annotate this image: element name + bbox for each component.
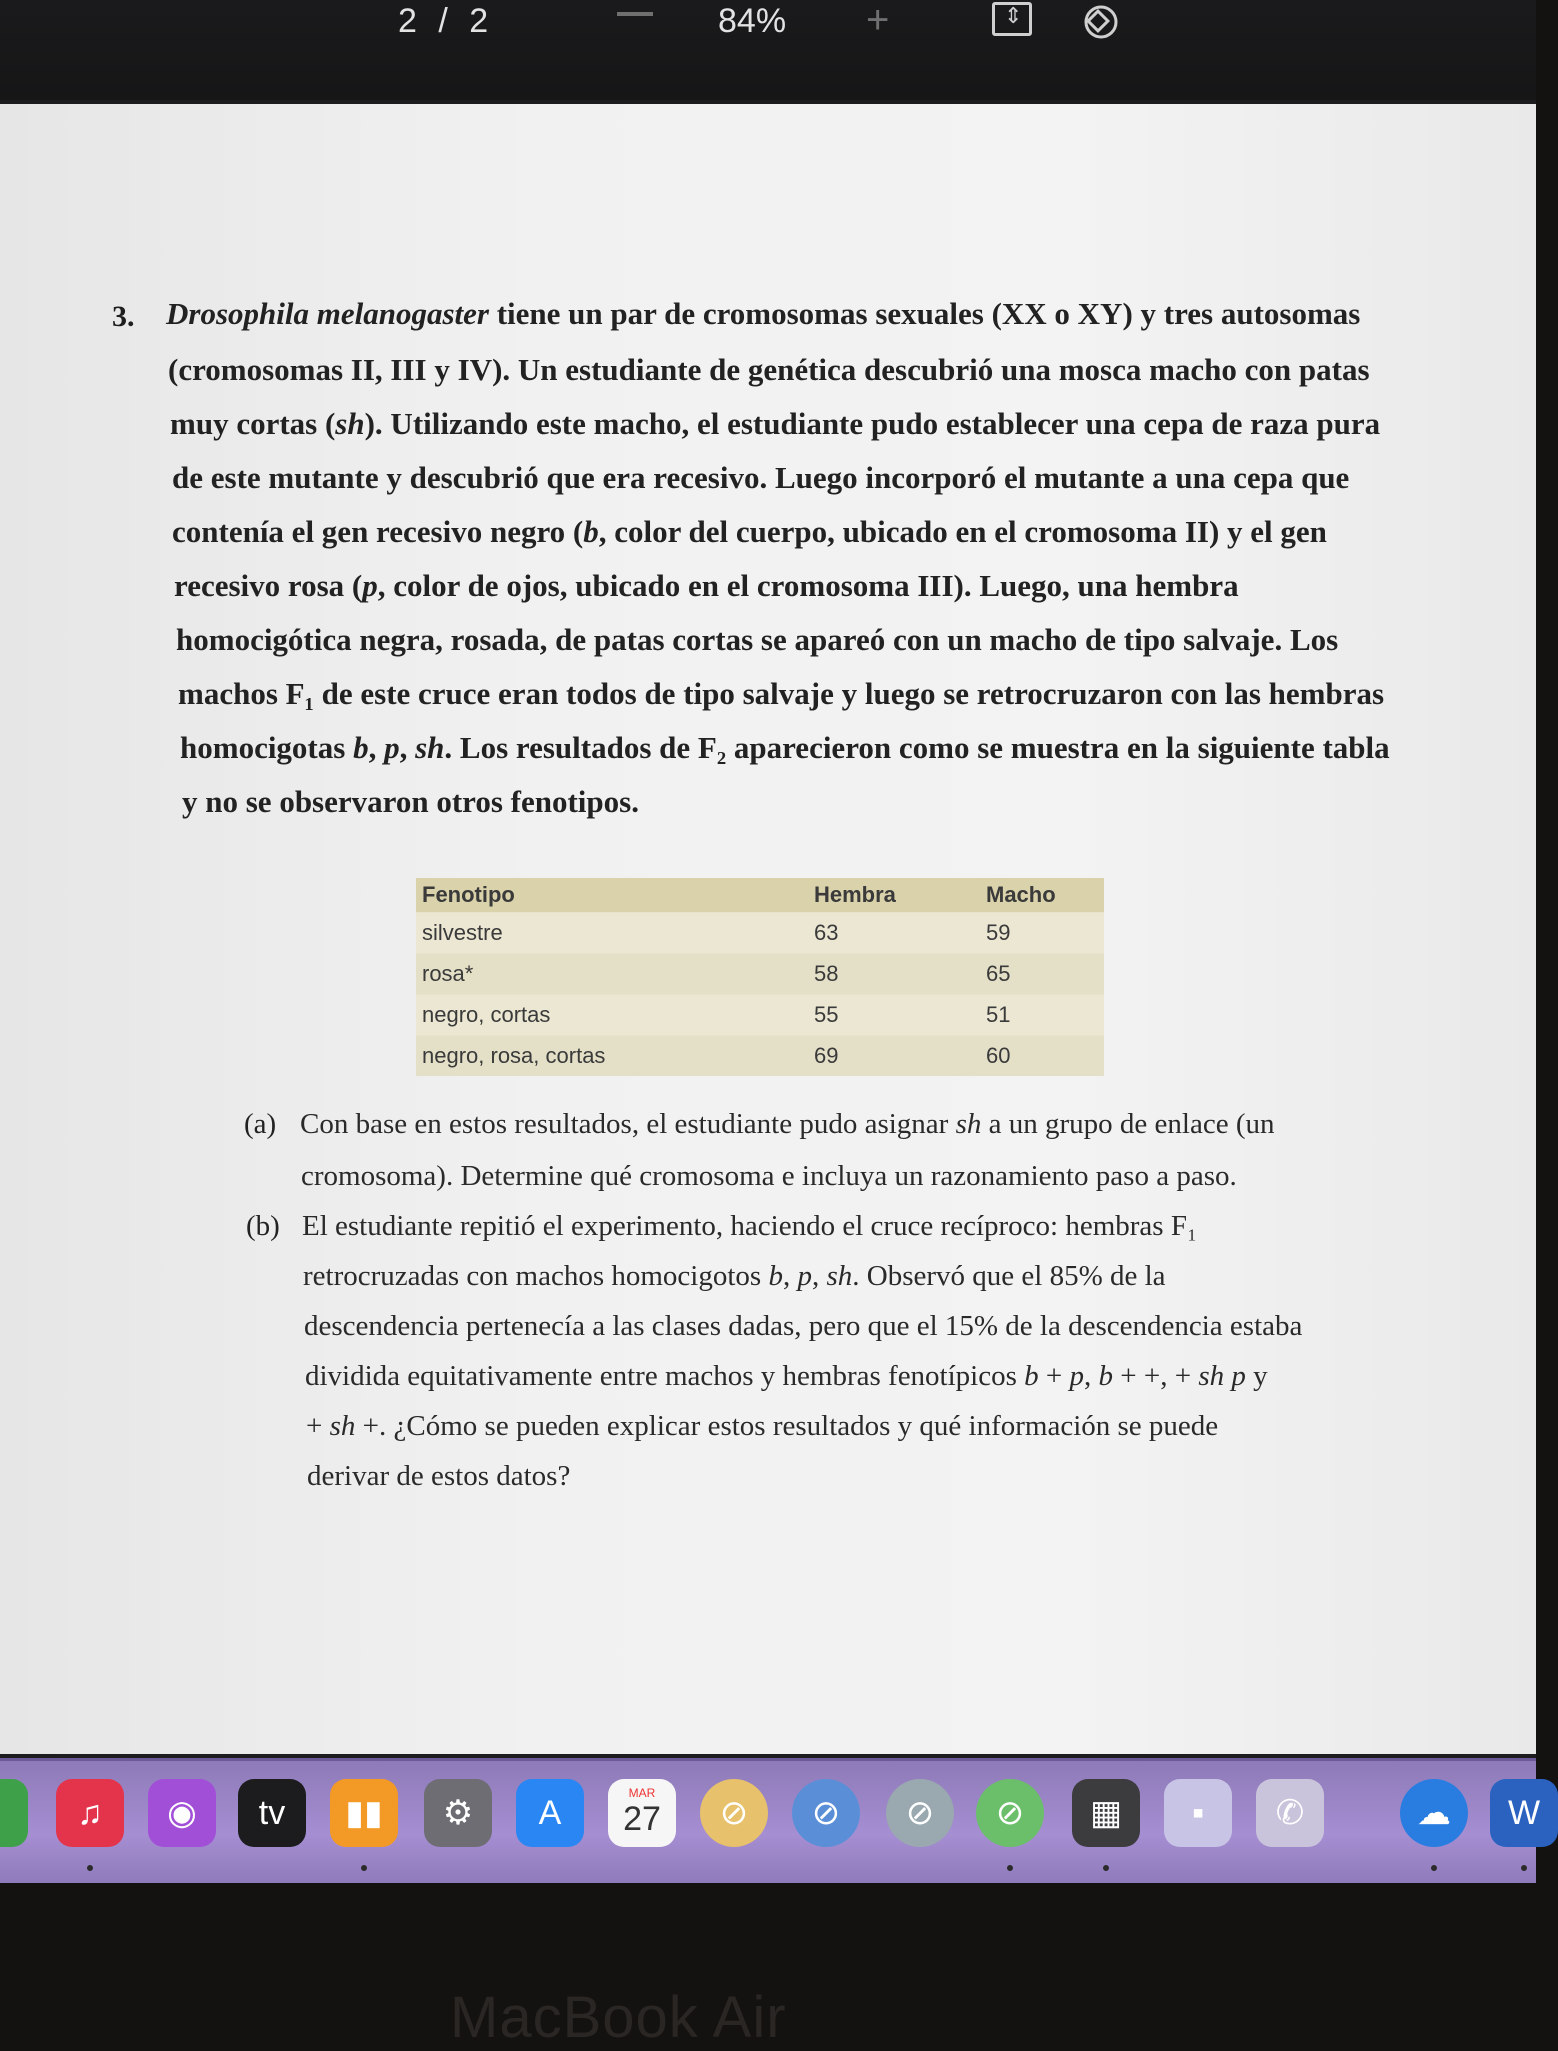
question-line bbox=[172, 460, 1349, 496]
sub-question-line bbox=[307, 1460, 570, 1493]
text-segment: descendencia pertenecía a las clases dadas, pero que el 15% de la descendencia estaba bbox=[304, 1310, 1303, 1342]
italic-term: sh p bbox=[1198, 1360, 1246, 1392]
italic-term: Drosophila melanogaster bbox=[166, 296, 489, 331]
text-segment: de este mutante y descubrió que era recesivo. Luego incorporó el mutante a una cepa que bbox=[172, 460, 1350, 495]
italic-term: sh bbox=[826, 1260, 853, 1292]
text-segment: . Observó que el 85% de la bbox=[852, 1260, 1166, 1292]
question-line bbox=[172, 514, 1327, 550]
laptop-bezel-label: MacBook Air bbox=[450, 1985, 787, 2050]
italic-term: sh bbox=[329, 1410, 356, 1442]
zoom-in-button[interactable]: + bbox=[866, 0, 890, 42]
books-icon[interactable] bbox=[330, 1779, 398, 1847]
text-segment: muy cortas ( bbox=[170, 406, 336, 441]
italic-term: b bbox=[1098, 1360, 1113, 1392]
dock-icon-glyph: ▦ bbox=[1089, 1794, 1123, 1832]
italic-term: p bbox=[1069, 1360, 1084, 1392]
text-segment: , color del cuerpo, ubicado en el cromosoma II) y el gen bbox=[598, 514, 1327, 549]
question-line bbox=[178, 676, 1384, 712]
app-store-icon[interactable] bbox=[516, 1779, 584, 1847]
results-table bbox=[416, 878, 1104, 1076]
text-segment: y no se observaron otros fenotipos. bbox=[182, 784, 639, 819]
blocked-app-icon-1[interactable] bbox=[700, 1779, 768, 1847]
page-indicator: 2 / 2 bbox=[398, 2, 495, 40]
table-header: Macho bbox=[980, 878, 1104, 913]
dock-icon-glyph: A bbox=[538, 1794, 562, 1832]
dock-icon-glyph: ♫ bbox=[77, 1794, 103, 1832]
dock-icon-glyph: tv bbox=[258, 1794, 286, 1832]
table-cell: silvestre bbox=[416, 913, 808, 954]
table-cell: 63 bbox=[808, 913, 980, 954]
italic-term: p bbox=[362, 568, 378, 603]
text-segment: homocigotas bbox=[180, 730, 354, 765]
text-segment: ). Utilizando este macho, el estudiante pudo establecer una cepa de raza pura bbox=[364, 406, 1381, 441]
text-segment: , bbox=[782, 1260, 798, 1292]
music-icon[interactable] bbox=[56, 1779, 124, 1847]
whatsapp-icon[interactable] bbox=[1256, 1779, 1324, 1847]
part-a-label: (a) bbox=[244, 1108, 277, 1140]
table-cell: 59 bbox=[980, 913, 1104, 954]
question-line bbox=[180, 730, 1390, 766]
italic-term: b bbox=[768, 1260, 783, 1292]
table-cell: 58 bbox=[808, 954, 980, 995]
text-segment: a un grupo de enlace (un bbox=[981, 1108, 1275, 1140]
text-segment: , bbox=[1084, 1360, 1099, 1392]
cloud-app-icon[interactable] bbox=[1400, 1779, 1468, 1847]
calendar-icon[interactable] bbox=[608, 1779, 676, 1847]
sub-question-line bbox=[306, 1410, 1218, 1443]
calculator-icon[interactable] bbox=[1072, 1779, 1140, 1847]
dock-icon-glyph: ☁ bbox=[1417, 1794, 1451, 1832]
italic-term: sh bbox=[415, 730, 445, 765]
dock-icon-glyph: ✆ bbox=[1275, 1794, 1305, 1832]
question-line bbox=[174, 568, 1239, 604]
sub-question-line bbox=[304, 1310, 1302, 1343]
running-indicator bbox=[1521, 1865, 1527, 1871]
dock-icon-glyph: ⊘ bbox=[905, 1794, 935, 1832]
question-number: 3. bbox=[112, 300, 135, 333]
pdf-page bbox=[0, 104, 1536, 1754]
table-row bbox=[416, 954, 1104, 995]
question-line bbox=[170, 406, 1380, 442]
table-row bbox=[416, 913, 1104, 954]
table-row bbox=[416, 995, 1104, 1036]
preview-icon[interactable] bbox=[1164, 1779, 1232, 1847]
text-segment: tiene un par de cromosomas sexuales (XX o XY) y tres autosomas bbox=[488, 296, 1361, 331]
sub-question-line bbox=[301, 1160, 1237, 1193]
blocked-app-icon-4[interactable] bbox=[976, 1779, 1044, 1847]
dock-icon-glyph: W bbox=[1507, 1794, 1541, 1832]
italic-term: sh bbox=[335, 406, 365, 441]
italic-term: p bbox=[797, 1260, 812, 1292]
table-cell: 55 bbox=[808, 995, 980, 1036]
text-segment: El estudiante repitió el experimento, haciendo el cruce recíproco: hembras F₁ bbox=[302, 1210, 1198, 1242]
table-cell: negro, cortas bbox=[416, 995, 808, 1036]
table-row bbox=[416, 1036, 1104, 1077]
calendar-month: MAR bbox=[628, 1786, 656, 1800]
text-segment: + bbox=[1038, 1360, 1070, 1392]
text-segment: (cromosomas II, III y IV). Un estudiante de genética descubrió una mosca macho con patas bbox=[168, 352, 1370, 387]
fit-page-icon[interactable] bbox=[992, 2, 1032, 36]
dock-icon-glyph: ⊘ bbox=[995, 1794, 1025, 1832]
italic-term: b bbox=[1024, 1360, 1039, 1392]
text-segment: machos F₁ de este cruce eran todos de tipo salvaje y luego se retrocruzaron con las hembras bbox=[178, 676, 1385, 711]
text-segment: , bbox=[368, 730, 385, 765]
text-segment: Con base en estos resultados, el estudiante pudo asignar bbox=[300, 1108, 956, 1140]
text-segment: , bbox=[811, 1260, 827, 1292]
dock-icon-glyph: ▪ bbox=[1191, 1794, 1205, 1832]
text-segment: , color de ojos, ubicado en el cromosoma III). Luego, una hembra bbox=[377, 568, 1239, 603]
text-segment: cromosoma). Determine qué cromosoma e incluya un razonamiento paso a paso. bbox=[301, 1160, 1237, 1192]
pdf-toolbar bbox=[0, 0, 1536, 100]
dock-icon-glyph: ⚙ bbox=[442, 1794, 474, 1832]
running-indicator bbox=[1007, 1865, 1013, 1871]
text-segment: dividida equitativamente entre machos y hembras fenotípicos bbox=[305, 1360, 1025, 1392]
text-segment: + bbox=[306, 1410, 330, 1442]
text-segment: y bbox=[1245, 1360, 1268, 1392]
question-line bbox=[168, 352, 1370, 388]
dock-icon-glyph: ⊘ bbox=[811, 1794, 841, 1832]
italic-term: b bbox=[583, 514, 599, 549]
table-header-row bbox=[416, 878, 1104, 913]
table-cell: rosa* bbox=[416, 954, 808, 995]
table-cell: 51 bbox=[980, 995, 1104, 1036]
question-line bbox=[182, 784, 639, 820]
podcasts-icon[interactable] bbox=[148, 1779, 216, 1847]
finder-icon[interactable] bbox=[0, 1779, 28, 1847]
dock-icon-glyph: ⊘ bbox=[719, 1794, 749, 1832]
table-cell: 65 bbox=[980, 954, 1104, 995]
table-header: Hembra bbox=[808, 878, 980, 913]
text-segment: retrocruzadas con machos homocigotos bbox=[303, 1260, 769, 1292]
text-segment: +. ¿Cómo se pueden explicar estos resultados y qué información se puede bbox=[355, 1410, 1219, 1442]
table-header: Fenotipo bbox=[416, 878, 808, 913]
running-indicator bbox=[1103, 1865, 1109, 1871]
sub-question-line bbox=[303, 1260, 1166, 1293]
rotate-icon[interactable] bbox=[1074, 0, 1124, 44]
text-segment: homocigótica negra, rosada, de patas cortas se apareó con un macho de tipo salvaje. Los bbox=[176, 622, 1339, 657]
question-line bbox=[176, 622, 1338, 658]
zoom-level[interactable]: 84% bbox=[718, 2, 787, 40]
text-segment: derivar de estos datos? bbox=[307, 1460, 571, 1492]
running-indicator bbox=[1431, 1865, 1437, 1871]
dock-icon-glyph: ▮▮ bbox=[345, 1794, 383, 1832]
text-segment: , bbox=[399, 730, 416, 765]
text-segment: recesivo rosa ( bbox=[174, 568, 363, 603]
dock bbox=[0, 1758, 1541, 1883]
dock-icon-glyph: ◉ bbox=[167, 1794, 197, 1832]
italic-term: b bbox=[353, 730, 369, 765]
italic-term: sh bbox=[955, 1108, 982, 1140]
text-segment: . Los resultados de F₂ aparecieron como se muestra en la siguiente tabla bbox=[444, 730, 1390, 765]
table-cell: negro, rosa, cortas bbox=[416, 1036, 808, 1077]
sub-question-line bbox=[305, 1360, 1268, 1393]
system-settings-icon[interactable] bbox=[424, 1779, 492, 1847]
dock-icon-glyph: 27 bbox=[623, 1800, 661, 1838]
running-indicator bbox=[361, 1865, 367, 1871]
sub-question-line bbox=[302, 1210, 1197, 1243]
italic-term: p bbox=[384, 730, 400, 765]
text-segment: + +, + bbox=[1113, 1360, 1199, 1392]
sub-question-line bbox=[300, 1108, 1274, 1141]
zoom-out-button[interactable] bbox=[617, 12, 653, 16]
text-segment: contenía el gen recesivo negro ( bbox=[172, 514, 584, 549]
word-icon[interactable] bbox=[1490, 1779, 1558, 1847]
blocked-app-icon-2[interactable] bbox=[792, 1779, 860, 1847]
running-indicator bbox=[87, 1865, 93, 1871]
blocked-app-icon-3[interactable] bbox=[886, 1779, 954, 1847]
table-cell: 60 bbox=[980, 1036, 1104, 1077]
question-line bbox=[166, 296, 1360, 332]
part-b-label: (b) bbox=[246, 1210, 280, 1242]
table-cell: 69 bbox=[808, 1036, 980, 1077]
tv-icon[interactable] bbox=[238, 1779, 306, 1847]
